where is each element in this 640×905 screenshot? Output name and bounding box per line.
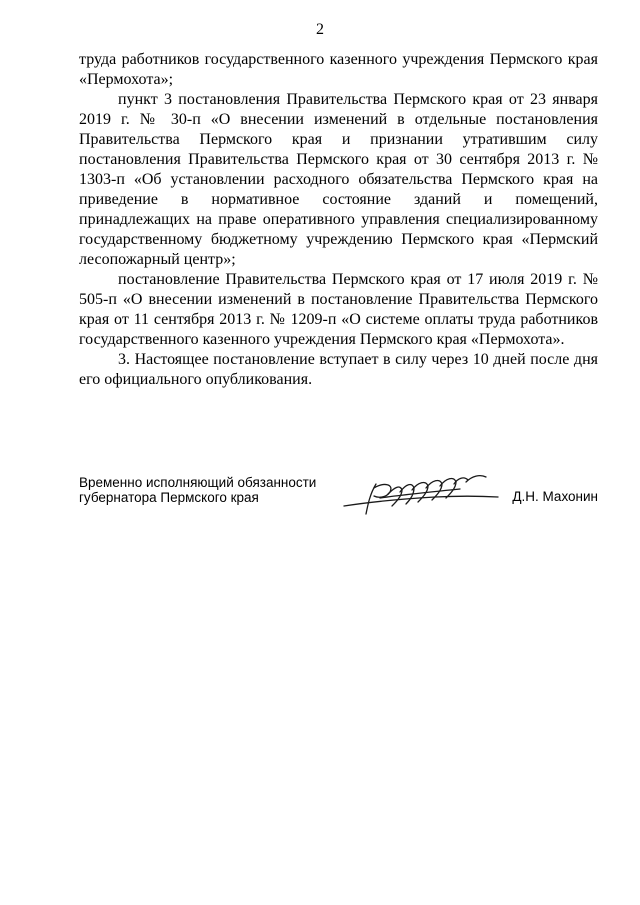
signatory-title <box>79 475 349 505</box>
page-number: 2 <box>316 21 324 38</box>
signatory-title-line-2: губернатора Пермского края <box>79 490 259 505</box>
signatory-title-line-1: Временно исполняющий обязанности <box>79 475 317 490</box>
document-body <box>79 50 598 390</box>
paragraph-entry-into-force: 3. Настоящее постановление вступает в силу через 10 дней после дня его официального опубликования. <box>79 351 598 388</box>
signatory-name: Д.Н. Махонин <box>512 489 598 504</box>
paragraph-continuation: труда работников государственного казенного учреждения Пермского края «Пермохота»; <box>79 51 598 88</box>
paragraph-item-resolution-30p: пункт 3 постановления Правительства Пермского края от 23 января 2019 г. № 30-п «О внесении изменений в отдельные постановления Правительства Пермского края и признании утратившим силу постановления Правительства Пермского края от 30 сентября 2013 г. № 1303-п «Об установлении расходного обязательства Пермского края на приведение в нормативное состояние зданий и помещений, принадлежащих на праве оперативного управления специализированному государственному бюджетному учреждению Пермского края «Пермский лесопожарный центр»; <box>79 91 598 268</box>
handwritten-signature <box>340 468 500 518</box>
paragraph-item-resolution-505p: постановление Правительства Пермского края от 17 июля 2019 г. № 505-п «О внесении изменений в постановление Правительства Пермского края от 11 сентября 2013 г. № 1209-п «О системе оплаты труда работников государственного казенного учреждения Пермского края «Пермохота». <box>79 271 598 348</box>
